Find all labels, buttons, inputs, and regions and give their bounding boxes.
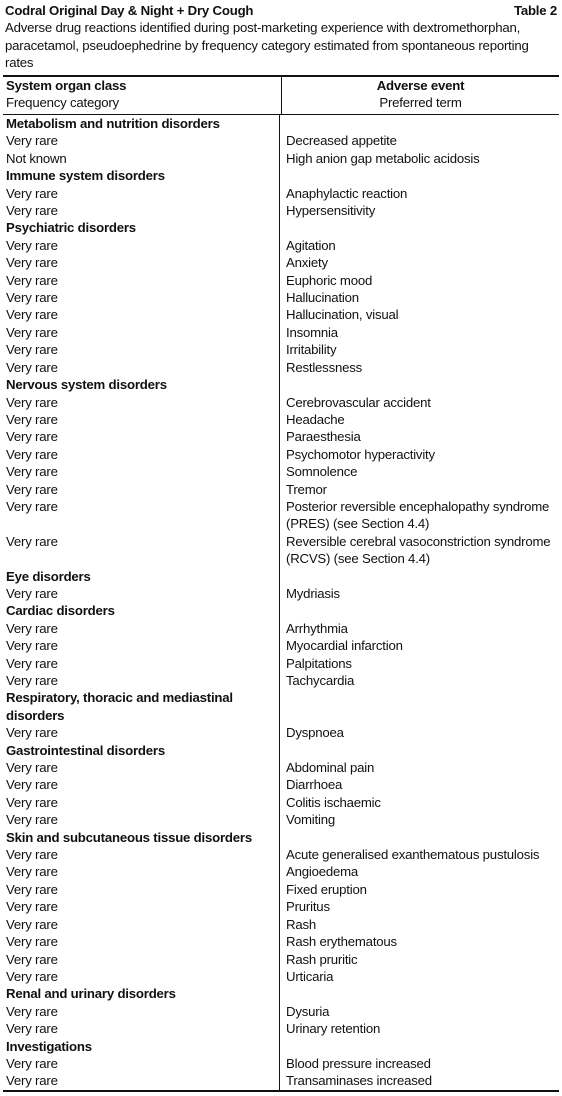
table-row [3,933,559,950]
frequency-cell: Very rare [6,307,58,323]
table-row [3,411,559,428]
adverse-event-cell: Insomnia [286,324,338,340]
adverse-event-cell: Myocardial infarction [286,638,403,654]
frequency-cell: Very rare [6,620,58,636]
table-row [3,498,559,533]
adverse-event-cell: Tremor [286,481,327,497]
column-header-system-organ-class: System organ class [6,78,127,93]
adverse-event-cell: Anaphylactic reaction [286,185,408,201]
table-row [3,237,559,254]
frequency-cell: Very rare [6,411,58,427]
column-header-left [3,77,282,114]
adverse-event-cell: High anion gap metabolic acidosis [286,150,480,166]
frequency-cell: Very rare [6,185,58,201]
frequency-cell: Very rare [6,951,58,967]
adverse-event-cell: Urticaria [286,968,334,984]
table-caption: Adverse drug reactions identified during post-marketing experience with dextromethorphan, paracetamol, pseudoephedrine by frequency category estimated from spontaneous reporting rates [5,20,529,71]
frequency-cell: Not known [6,150,67,166]
table-row [3,463,559,480]
adverse-event-cell: Paraesthesia [286,429,361,445]
frequency-cell: Very rare [6,899,58,915]
frequency-cell: Very rare [6,203,58,219]
frequency-cell: Very rare [6,881,58,897]
adverse-event-cell: Headache [286,411,345,427]
table-row [3,359,559,376]
adverse-event-cell: Hallucination, visual [286,307,399,323]
adverse-event-cell: Pruritus [286,899,330,915]
frequency-cell: Very rare [6,394,58,410]
table-row [3,863,559,880]
table-row [3,881,559,898]
adverse-event-cell: Dysuria [286,1003,330,1019]
adverse-event-cell: Arrhythmia [286,620,348,636]
adverse-event-cell: Decreased appetite [286,133,397,149]
frequency-cell: Very rare [6,638,58,654]
title-row [5,2,557,19]
adverse-event-cell: Reversible cerebral vasoconstriction syndrome (RCVS) (see Section 4.4) [286,533,551,567]
adverse-reactions-table [3,75,559,1092]
system-organ-class-heading: Psychiatric disorders [6,220,136,236]
table-row [3,150,559,167]
table-row [3,898,559,915]
table-row [3,394,559,411]
adverse-event-cell: Somnolence [286,464,358,480]
table-title: Codral Original Day & Night + Dry Cough [5,3,254,18]
frequency-cell: Very rare [6,324,58,340]
system-organ-class-heading: Investigations [6,1038,92,1054]
adverse-event-cell: Cerebrovascular accident [286,394,431,410]
table-row [3,428,559,445]
adverse-event-cell: Angioedema [286,864,359,880]
system-organ-class-heading: Eye disorders [6,568,91,584]
frequency-cell: Very rare [6,533,58,549]
adverse-event-cell: Agitation [286,237,336,253]
table-row [3,759,559,776]
frequency-cell: Very rare [6,1003,58,1019]
adverse-event-cell: Euphoric mood [286,272,373,288]
table-row [3,1003,559,1020]
table-row [3,585,559,602]
table-row [3,254,559,271]
system-organ-class-heading: Skin and subcutaneous tissue disorders [6,829,252,845]
column-header-right [282,77,559,114]
table-row [3,655,559,672]
adverse-event-cell: Hypersensitivity [286,203,376,219]
frequency-cell: Very rare [6,655,58,671]
table-row [3,620,559,637]
column-subheader-preferred-term: Preferred term [379,95,462,111]
frequency-cell: Very rare [6,812,58,828]
table-row [3,341,559,358]
table-row [3,846,559,863]
system-organ-class-heading: Immune system disorders [6,168,165,184]
adverse-event-cell: Rash erythematous [286,934,397,950]
table-row [3,637,559,654]
frequency-cell: Very rare [6,760,58,776]
frequency-cell: Very rare [6,464,58,480]
column-header-adverse-event: Adverse event [376,78,465,93]
table-row [3,916,559,933]
system-organ-class-heading: Gastrointestinal disorders [6,742,165,758]
adverse-event-cell: Transaminases increased [286,1073,432,1089]
frequency-cell: Very rare [6,481,58,497]
adverse-event-cell: Rash [286,916,316,932]
column-divider [279,115,280,1090]
table-row [3,533,559,568]
table-row [3,951,559,968]
table-row [3,289,559,306]
table-row [3,132,559,149]
frequency-cell: Very rare [6,673,58,688]
frequency-cell: Very rare [6,916,58,932]
table-header-block [0,0,562,72]
adverse-event-cell: Dyspnoea [286,725,344,741]
table-body [3,115,559,1090]
table-row [3,811,559,828]
adverse-event-cell: Abdominal pain [286,760,375,776]
system-organ-class-heading: Renal and urinary disorders [6,986,176,1002]
frequency-cell: Very rare [6,133,58,149]
system-organ-class-heading: Metabolism and nutrition disorders [6,116,220,131]
adverse-event-cell: Restlessness [286,359,363,375]
table-row [3,724,559,741]
column-subheader-frequency: Frequency category [6,95,119,111]
frequency-cell: Very rare [6,1021,58,1037]
adverse-event-cell: Blood pressure increased [286,1055,431,1071]
system-organ-class-heading: Cardiac disorders [6,603,115,619]
adverse-event-cell: Irritability [286,342,337,358]
table-number: Table 2 [513,3,557,18]
adverse-event-cell: Urinary retention [286,1021,381,1037]
table-row [3,968,559,985]
column-headers [3,77,559,115]
frequency-cell: Very rare [6,342,58,358]
table-row [3,481,559,498]
table-row [3,1072,559,1089]
system-organ-class-heading: Nervous system disorders [6,377,167,393]
system-organ-class-heading: Respiratory, thoracic and mediastinal disorders [6,690,233,723]
frequency-cell: Very rare [6,446,58,462]
adverse-event-cell: Anxiety [286,255,328,271]
table-row [3,794,559,811]
frequency-cell: Very rare [6,1073,58,1089]
table-row [3,672,559,689]
adverse-event-cell: Acute generalised exanthematous pustulosis [286,847,540,863]
frequency-cell: Very rare [6,968,58,984]
frequency-cell: Very rare [6,794,58,810]
frequency-cell: Very rare [6,725,58,741]
adverse-event-cell: Vomiting [286,812,335,828]
table-row [3,1020,559,1037]
adverse-event-cell: Posterior reversible encephalopathy syndrome (PRES) (see Section 4.4) [286,498,550,532]
frequency-cell: Very rare [6,359,58,375]
frequency-cell: Very rare [6,255,58,271]
adverse-event-cell: Diarrhoea [286,777,343,793]
frequency-cell: Very rare [6,272,58,288]
frequency-cell: Very rare [6,429,58,445]
frequency-cell: Very rare [6,777,58,793]
frequency-cell: Very rare [6,1055,58,1071]
table-row [3,202,559,219]
table-row [3,776,559,793]
table-row [3,1055,559,1072]
table-row [3,185,559,202]
adverse-event-cell: Colitis ischaemic [286,794,381,810]
adverse-event-cell: Mydriasis [286,585,340,601]
adverse-event-cell: Fixed eruption [286,881,367,897]
frequency-cell: Very rare [6,585,58,601]
frequency-cell: Very rare [6,498,58,514]
adverse-event-cell: Rash pruritic [286,951,358,967]
frequency-cell: Very rare [6,237,58,253]
table-row [3,306,559,323]
frequency-cell: Very rare [6,934,58,950]
adverse-event-cell: Palpitations [286,655,352,671]
adverse-event-cell: Hallucination [286,290,359,306]
frequency-cell: Very rare [6,864,58,880]
adverse-event-cell: Tachycardia [286,673,355,688]
table-row [3,272,559,289]
table-row [3,446,559,463]
bottom-rule [3,1090,559,1092]
frequency-cell: Very rare [6,290,58,306]
table-row [3,324,559,341]
adverse-event-cell: Psychomotor hyperactivity [286,446,435,462]
frequency-cell: Very rare [6,847,58,863]
